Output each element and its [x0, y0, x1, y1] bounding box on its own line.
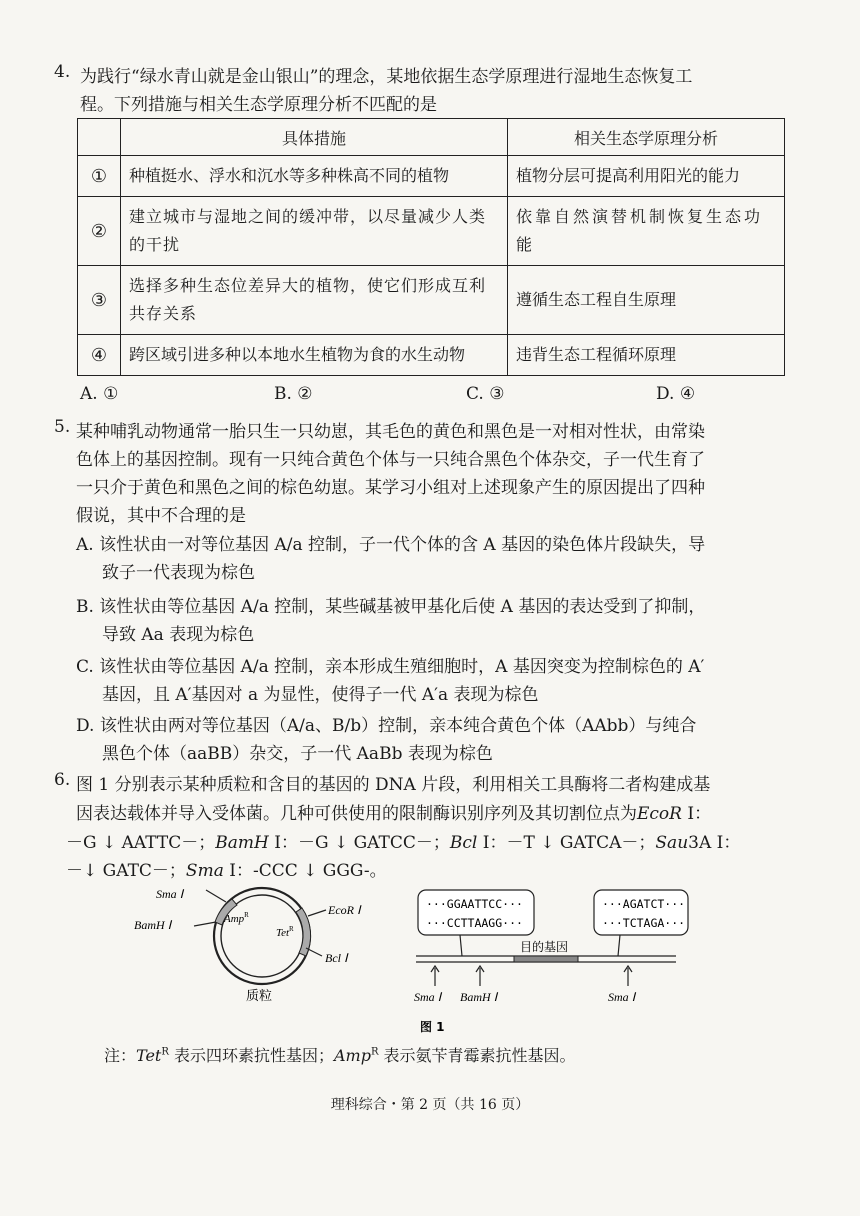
- seq-left-bottom: ···CCTTAAGG···: [426, 916, 523, 930]
- row-number: ②: [78, 197, 121, 266]
- note-tet: Tet: [136, 1046, 162, 1065]
- q5-option-b-cont: 导致 Aa 表现为棕色: [102, 625, 255, 645]
- sau3ai-name: Sau: [655, 833, 689, 853]
- table-row: [78, 335, 785, 376]
- row-measure: 建立城市与湿地之间的缓冲带，以尽量减少人类的干扰: [121, 197, 508, 266]
- q4-option-d[interactable]: D. ④: [656, 384, 696, 404]
- seq-left-top: ···GGAATTCC···: [426, 897, 523, 911]
- fragment-sma-label-2: Sma Ⅰ: [608, 990, 636, 1004]
- table-header-blank: [78, 119, 121, 156]
- q5-stem-line: 色体上的基因控制。现有一只纯合黄色个体与一只纯合黑色个体杂交，子一代生育了: [76, 450, 705, 470]
- q4-number: 4.: [54, 62, 71, 82]
- q5-option-a[interactable]: A. 该性状由一对等位基因 A/a 控制，子一代个体的含 A 基因的染色体片段缺失，导: [76, 535, 706, 555]
- q6-stem-text: 因表达载体并导入受体菌。几种可供使用的限制酶识别序列及其切割位点为: [76, 804, 637, 824]
- row-measure: 跨区域引进多种以本地水生植物为食的水生动物: [121, 335, 508, 376]
- table-header-principle: 相关生态学原理分析: [508, 119, 785, 156]
- q5-option-a-cont: 致子一代表现为棕色: [102, 563, 255, 583]
- smai-site: Ⅰ：-CCC ↓ GGG-。: [223, 861, 387, 881]
- q4-option-c[interactable]: C. ③: [466, 384, 505, 404]
- row-measure: 种植挺水、浮水和沉水等多种株高不同的植物: [121, 156, 508, 197]
- smai-name: Sma: [185, 861, 224, 881]
- note-sup: R: [370, 1046, 379, 1058]
- note-mid: 表示四环素抗性基因；: [168, 1046, 334, 1065]
- ecori-site: －G ↓ AATTC－；: [66, 833, 216, 853]
- row-number: ③: [78, 266, 121, 335]
- plasmid-caption: 质粒: [246, 989, 273, 1004]
- q5-option-d[interactable]: D. 该性状由两对等位基因（A/a、B/b）控制，亲本纯合黄色个体（AAbb）与纯合: [76, 716, 697, 736]
- q6-stem-line3: [66, 828, 740, 853]
- tet-label: Tet$^R$: [276, 925, 294, 939]
- row-number: ①: [78, 156, 121, 197]
- row-principle: 植物分层可提高利用阳光的能力: [508, 156, 785, 197]
- q5-option-c[interactable]: C. 该性状由等位基因 A/a 控制，亲本形成生殖细胞时，A 基因突变为控制棕色的 A′: [76, 657, 705, 677]
- q5-stem-line: 一只介于黄色和黑色之间的棕色幼崽。某学习小组对上述现象产生的原因提出了四种: [76, 478, 705, 498]
- row-principle: 违背生态工程循环原理: [508, 335, 785, 376]
- bcli-name: Bcl: [449, 833, 478, 853]
- dna-fragment: [414, 890, 688, 1004]
- row-principle: 遵循生态工程自生原理: [508, 266, 785, 335]
- note-end: 表示氨苄青霉素抗性基因。: [378, 1046, 576, 1065]
- q4-measures-table: [77, 118, 785, 376]
- plasmid-bcl-label: Bcl Ⅰ: [325, 951, 348, 965]
- q6-note: [104, 1043, 576, 1066]
- table-header-row: [78, 119, 785, 156]
- q6-number: 6.: [54, 770, 71, 790]
- target-gene-segment: [514, 956, 578, 962]
- sau3ai-site: －↓ GATC－；: [66, 861, 186, 881]
- sau3ai-label: 3A Ⅰ：: [688, 833, 741, 853]
- bcli-site: Ⅰ：－T ↓ GATCA－；: [477, 833, 656, 853]
- table-row: [78, 156, 785, 197]
- q5-option-c-cont: 基因，且 A′基因对 a 为显性，使得子一代 A′a 表现为棕色: [102, 685, 539, 705]
- table-row: [78, 197, 785, 266]
- q4-stem-line1: 为践行“绿水青山就是金山银山”的理念，某地依据生态学原理进行湿地生态恢复工: [80, 67, 693, 87]
- note-amp: Amp: [333, 1046, 371, 1065]
- amp-label: Amp$^R$: [224, 911, 249, 925]
- q4-option-a[interactable]: A. ①: [80, 384, 119, 404]
- q5-stem-line: 假说，其中不合理的是: [76, 506, 246, 526]
- q5-option-b[interactable]: B. 该性状由等位基因 A/a 控制，某些碱基被甲基化后使 A 基因的表达受到了抑制，: [76, 597, 706, 617]
- bamhi-name: BamH: [215, 833, 269, 853]
- note-sup: R: [161, 1046, 169, 1058]
- fragment-sma-label-1: Sma Ⅰ: [414, 990, 442, 1004]
- plasmid: [134, 887, 362, 1004]
- figure-caption: 图 1: [420, 1020, 445, 1034]
- q5-number: 5.: [54, 417, 71, 437]
- plasmid-bamh-label: BamH Ⅰ: [134, 918, 172, 932]
- table-row: [78, 266, 785, 335]
- row-principle: 依靠自然演替机制恢复生态功能: [508, 197, 785, 266]
- row-number: ④: [78, 335, 121, 376]
- q6-stem-line1: 图 1 分别表示某种质粒和含目的基因的 DNA 片段，利用相关工具酶将二者构建成基: [76, 775, 711, 795]
- plasmid-ecor-label: EcoR Ⅰ: [328, 903, 361, 917]
- row-measure: 选择多种生态位差异大的植物，使它们形成互利共存关系: [121, 266, 508, 335]
- ecori-label: Ⅰ：: [681, 804, 712, 824]
- seq-right-bottom: ···TCTAGA···: [602, 916, 686, 930]
- plasmid-sma-label: Sma Ⅰ: [156, 887, 184, 901]
- fragment-bamh-label: BamH Ⅰ: [460, 990, 498, 1004]
- ecori-name: EcoR: [637, 804, 682, 824]
- target-gene-label: 目的基因: [520, 940, 569, 954]
- q4-stem-line2: 程。下列措施与相关生态学原理分析不匹配的是: [80, 95, 437, 115]
- note-prefix: 注：: [104, 1046, 137, 1065]
- figure-1-diagram: [120, 876, 700, 1036]
- q6-stem-line2: [76, 799, 711, 824]
- table-header-measure: 具体措施: [121, 119, 508, 156]
- q4-option-b[interactable]: B. ②: [274, 384, 313, 404]
- seq-right-top: ···AGATCT···: [602, 897, 686, 911]
- q5-option-d-cont: 黑色个体（aaBB）杂交，子一代 AaBb 表现为棕色: [102, 744, 493, 764]
- page-footer: 理科综合・第 2 页（共 16 页）: [330, 1097, 530, 1113]
- bamhi-site: Ⅰ：－G ↓ GATCC－；: [268, 833, 450, 853]
- q5-stem-line: 某种哺乳动物通常一胎只生一只幼崽，其毛色的黄色和黑色是一对相对性状，由常染: [76, 422, 705, 442]
